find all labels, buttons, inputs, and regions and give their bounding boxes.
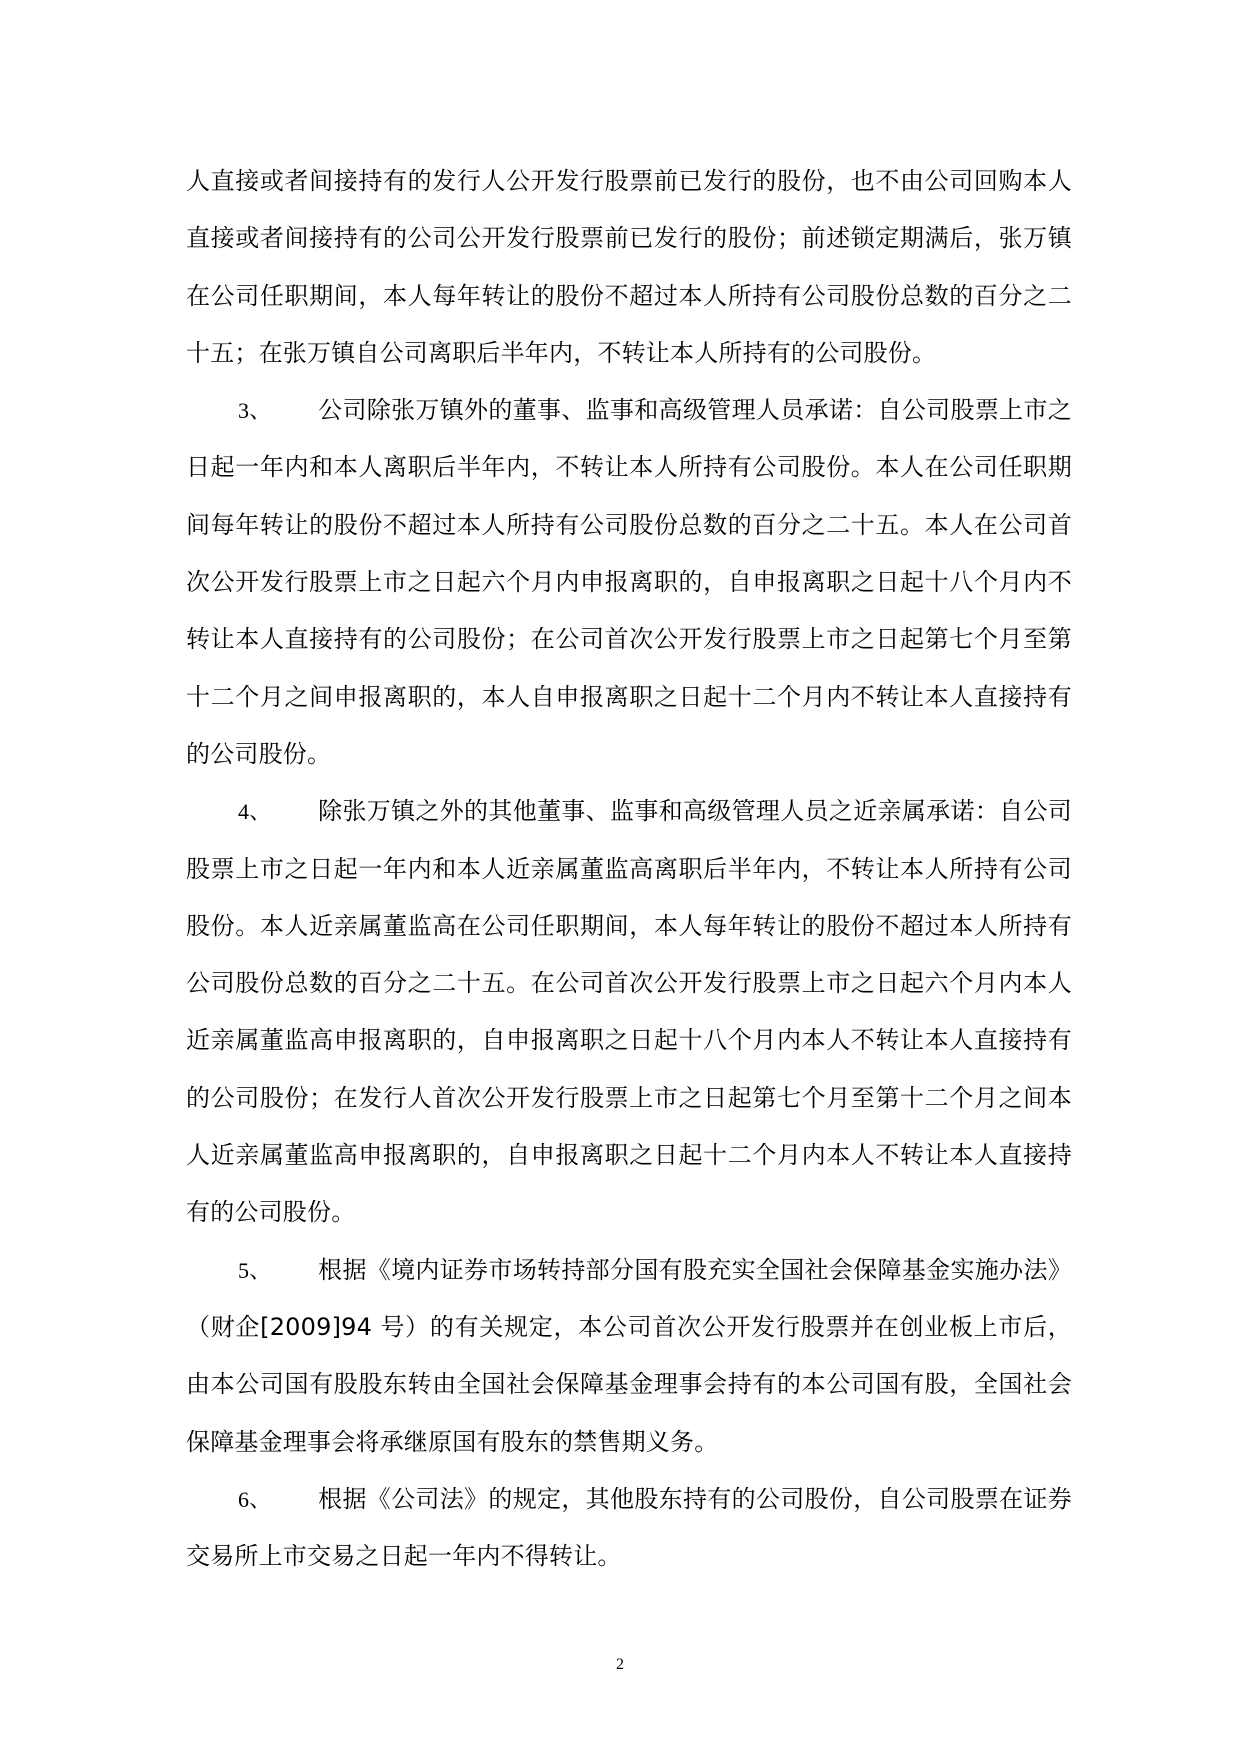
paragraph-text: 公司除张万镇外的董事、监事和高级管理人员承诺：自公司股票上市之日起一年内和本人离职后半年内，不转让本人所持有公司股份。本人在公司任职期间每年转让的股份不超过本人所持有公司股份总数的百分之二十五。本人在公司首次公开发行股票上市之日起六个月内申报离职的，自申报离职之日起十八个月内不转让本人直接持有的公司股份；在公司首次公开发行股票上市之日起第七个月至第十二个月之间申报离职的，本人自申报离职之日起十二个月内不转让本人直接持有的公司股份。: [186, 396, 1072, 768]
item-number: 4、: [238, 799, 272, 825]
paragraph-item-3: [186, 382, 1072, 783]
paragraph-text: 人直接或者间接持有的发行人公开发行股票前已发行的股份，也不由公司回购本人直接或者间接持有的公司公开发行股票前已发行的股份；前述锁定期满后，张万镇在公司任职期间，本人每年转让的股份不超过本人所持有公司股份总数的百分之二十五；在张万镇自公司离职后半年内，不转让本人所持有的公司股份。: [186, 167, 1072, 367]
item-number: 3、: [238, 398, 272, 424]
paragraph-item-5: [186, 1242, 1072, 1471]
item-number: 6、: [238, 1486, 272, 1512]
paragraph-continuation: [186, 153, 1072, 382]
paragraph-text: 除张万镇之外的其他董事、监事和高级管理人员之近亲属承诺：自公司股票上市之日起一年内和本人近亲属董监高离职后半年内，不转让本人所持有公司股份。本人近亲属董监高在公司任职期间，本人每年转让的股份不超过本人所持有公司股份总数的百分之二十五。在公司首次公开发行股票上市之日起六个月内本人近亲属董监高申报离职的，自申报离职之日起十八个月内本人不转让本人直接持有的公司股份；在发行人首次公开发行股票上市之日起第七个月至第十二个月之间本人近亲属董监高申报离职的，自申报离职之日起十二个月内本人不转让本人直接持有的公司股份。: [186, 797, 1072, 1227]
paragraph-text: 根据《公司法》的规定，其他股东持有的公司股份，自公司股票在证券交易所上市交易之日起一年内不得转让。: [186, 1484, 1072, 1571]
page-number: 2: [616, 1656, 624, 1673]
item-number: 5、: [238, 1257, 272, 1283]
paragraph-item-6: [186, 1471, 1072, 1586]
paragraph-item-4: [186, 783, 1072, 1241]
document-body: [186, 153, 1072, 1585]
paragraph-text: 根据《境内证券市场转持部分国有股充实全国社会保障基金实施办法》（财企[2009]94 号）的有关规定，本公司首次公开发行股票并在创业板上市后，由本公司国有股股东转由全国社会保障基金理事会持有的本公司国有股，全国社会保障基金理事会将承继原国有股东的禁售期义务。: [186, 1255, 1072, 1456]
